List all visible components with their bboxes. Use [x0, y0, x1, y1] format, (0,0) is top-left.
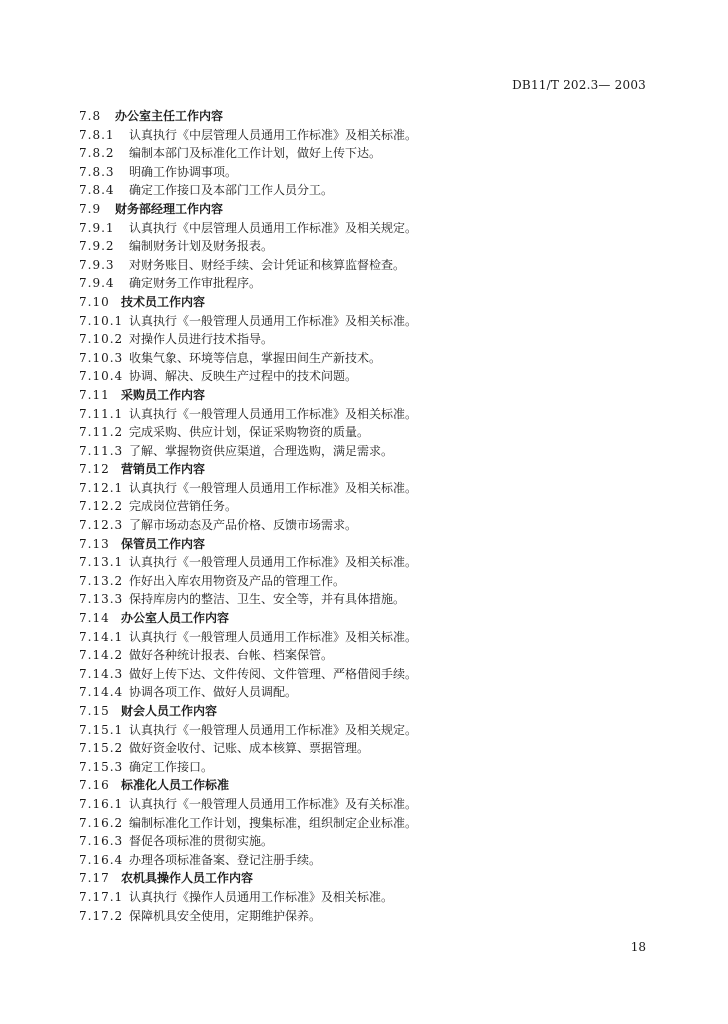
clause-text: 认真执行《操作人员通用工作标准》及相关标准。 [129, 889, 394, 904]
clause-number: 7.9.4 [79, 276, 115, 291]
clause-text: 协调各项工作、做好人员调配。 [129, 685, 298, 700]
clause-text: 认真执行《一般管理人员通用工作标准》及相关标准。 [129, 313, 418, 328]
clause-number: 7.14 [79, 611, 110, 626]
clause-number: 7.10.3 [79, 350, 124, 365]
clause-number: 7.13 [79, 536, 110, 551]
clause-line [79, 256, 649, 275]
clause-number: 7.12 [79, 462, 110, 477]
clause-number: 7.15 [79, 704, 110, 718]
clause-text: 做好各种统计报表、台帐、档案保管。 [129, 648, 334, 663]
clause-line [79, 516, 649, 535]
clause-number: 7.11.3 [79, 443, 124, 458]
section-title: 办公室人员工作内容 [121, 611, 230, 626]
section-title: 保管员工作内容 [121, 536, 206, 551]
clause-number: 7.12.1 [79, 480, 124, 495]
clause-text: 认真执行《一般管理人员通用工作标准》及相关标准。 [129, 629, 418, 644]
clause-number: 7.8.4 [79, 183, 115, 198]
clause-line [79, 795, 649, 814]
clause-number: 7.10.1 [79, 313, 124, 328]
clause-number: 7.11.2 [79, 425, 124, 440]
clause-text: 协调、解决、反映生产过程中的技术问题。 [129, 369, 358, 384]
clause-line [79, 739, 649, 758]
clause-text: 了解市场动态及产品价格、反馈市场需求。 [129, 518, 358, 533]
section-title: 财务部经理工作内容 [115, 201, 224, 216]
section-title: 财会人员工作内容 [121, 704, 218, 718]
clause-text: 办理各项标准备案、登记注册手续。 [129, 852, 322, 867]
clause-number: 7.13.2 [79, 573, 124, 588]
clause-line [79, 665, 649, 684]
clause-line [79, 888, 649, 907]
section-title: 采购员工作内容 [121, 387, 206, 402]
clause-number: 7.11.1 [79, 406, 124, 421]
clause-text: 作好出入库农用物资及产品的管理工作。 [129, 573, 346, 588]
clause-number: 7.16.1 [79, 796, 124, 811]
clause-text: 认真执行《一般管理人员通用工作标准》及有关标准。 [129, 796, 418, 811]
clause-line [79, 479, 649, 498]
clause-line [79, 423, 649, 442]
section-heading [79, 535, 649, 554]
clause-text: 认真执行《一般管理人员通用工作标准》及相关标准。 [129, 555, 418, 570]
clause-number: 7.14.2 [79, 648, 124, 663]
clause-line [79, 181, 649, 200]
clause-line [79, 237, 649, 256]
clause-line [79, 590, 649, 609]
clause-text: 对操作人员进行技术指导。 [129, 332, 274, 347]
clause-line [79, 553, 649, 572]
clause-number: 7.15.3 [79, 759, 124, 774]
clause-number: 7.8 [79, 109, 102, 123]
clause-text: 保障机具安全使用，定期维护保养。 [129, 908, 322, 923]
clause-number: 7.13.3 [79, 592, 124, 607]
clause-text: 确定工作接口及本部门工作人员分工。 [129, 183, 334, 198]
clause-text: 认真执行《中层管理人员通用工作标准》及相关规定。 [129, 220, 418, 235]
clause-line [79, 814, 649, 833]
clause-line [79, 758, 649, 777]
clause-number: 7.9.3 [79, 257, 115, 272]
clause-number: 7.16 [79, 778, 110, 793]
clause-line [79, 683, 649, 702]
clause-line [79, 349, 649, 368]
clause-text: 督促各项标准的贯彻实施。 [129, 834, 274, 849]
clause-number: 7.15.1 [79, 722, 124, 737]
section-heading [79, 776, 649, 795]
clause-number: 7.16.2 [79, 815, 124, 830]
clause-text: 做好上传下达、文件传阅、文件管理、严格借阅手续。 [129, 666, 418, 681]
clause-text: 确定工作接口。 [129, 759, 214, 774]
clause-line [79, 405, 649, 424]
clause-text: 编制本部门及标准化工作计划，做好上传下达。 [129, 146, 382, 161]
clause-text: 做好资金收付、记账、成本核算、票据管理。 [129, 741, 370, 756]
document-body [79, 107, 649, 925]
section-title: 办公室主任工作内容 [115, 109, 224, 123]
clause-number: 7.8.1 [79, 127, 115, 142]
clause-number: 7.17.2 [79, 908, 124, 923]
clause-text: 完成采购、供应计划，保证采购物资的质量。 [129, 425, 370, 440]
clause-number: 7.12.2 [79, 499, 124, 514]
clause-text: 了解、掌握物资供应渠道，合理选购，满足需求。 [129, 443, 394, 458]
section-heading [79, 386, 649, 405]
section-heading [79, 702, 649, 721]
section-title: 营销员工作内容 [121, 462, 206, 477]
clause-number: 7.9 [79, 201, 102, 216]
clause-number: 7.8.3 [79, 164, 115, 179]
clause-line [79, 907, 649, 926]
clause-text: 编制财务计划及财务报表。 [129, 239, 274, 254]
clause-line [79, 330, 649, 349]
clause-text: 明确工作协调事项。 [129, 164, 238, 179]
clause-text: 保持库房内的整洁、卫生、安全等，并有具体措施。 [129, 592, 406, 607]
clause-text: 完成岗位营销任务。 [129, 499, 238, 514]
section-title: 标准化人员工作标准 [121, 778, 230, 793]
section-heading [79, 107, 649, 126]
clause-text: 编制标准化工作计划，搜集标准，组织制定企业标准。 [129, 815, 418, 830]
clause-line [79, 628, 649, 647]
clause-line [79, 497, 649, 516]
clause-line [79, 126, 649, 145]
section-title: 农机具操作人员工作内容 [121, 871, 254, 886]
clause-number: 7.11 [79, 387, 110, 402]
clause-line [79, 572, 649, 591]
clause-number: 7.15.2 [79, 741, 124, 756]
clause-number: 7.16.4 [79, 852, 124, 867]
clause-line [79, 219, 649, 238]
clause-text: 认真执行《一般管理人员通用工作标准》及相关标准。 [129, 480, 418, 495]
page-number: 18 [630, 940, 646, 954]
clause-line [79, 144, 649, 163]
clause-number: 7.13.1 [79, 555, 124, 570]
document-code: DB11/T 202.3— 2003 [512, 78, 646, 92]
clause-line [79, 851, 649, 870]
clause-number: 7.10.2 [79, 332, 124, 347]
clause-number: 7.14.3 [79, 666, 124, 681]
clause-line [79, 163, 649, 182]
clause-number: 7.9.2 [79, 239, 115, 254]
clause-number: 7.8.2 [79, 146, 115, 161]
clause-number: 7.14.4 [79, 685, 124, 700]
clause-number: 7.12.3 [79, 518, 124, 533]
clause-number: 7.9.1 [79, 220, 115, 235]
clause-number: 7.10 [79, 294, 110, 309]
clause-number: 7.17.1 [79, 889, 124, 904]
section-heading [79, 460, 649, 479]
clause-text: 认真执行《一般管理人员通用工作标准》及相关规定。 [129, 722, 418, 737]
clause-line [79, 442, 649, 461]
clause-number: 7.10.4 [79, 369, 124, 384]
section-heading [79, 293, 649, 312]
clause-text: 对财务账目、财经手续、会计凭证和核算监督检查。 [129, 257, 406, 272]
clause-number: 7.14.1 [79, 629, 124, 644]
clause-line [79, 274, 649, 293]
clause-number: 7.17 [79, 871, 110, 886]
clause-line [79, 646, 649, 665]
clause-line [79, 721, 649, 740]
clause-line [79, 312, 649, 331]
clause-text: 认真执行《一般管理人员通用工作标准》及相关标准。 [129, 406, 418, 421]
section-title: 技术员工作内容 [121, 294, 206, 309]
clause-text: 确定财务工作审批程序。 [129, 276, 262, 291]
clause-text: 收集气象、环境等信息，掌握田间生产新技术。 [129, 350, 382, 365]
clause-line [79, 367, 649, 386]
section-heading [79, 200, 649, 219]
section-heading [79, 869, 649, 888]
section-heading [79, 609, 649, 628]
clause-line [79, 832, 649, 851]
clause-number: 7.16.3 [79, 834, 124, 849]
clause-text: 认真执行《中层管理人员通用工作标准》及相关标准。 [129, 127, 418, 142]
